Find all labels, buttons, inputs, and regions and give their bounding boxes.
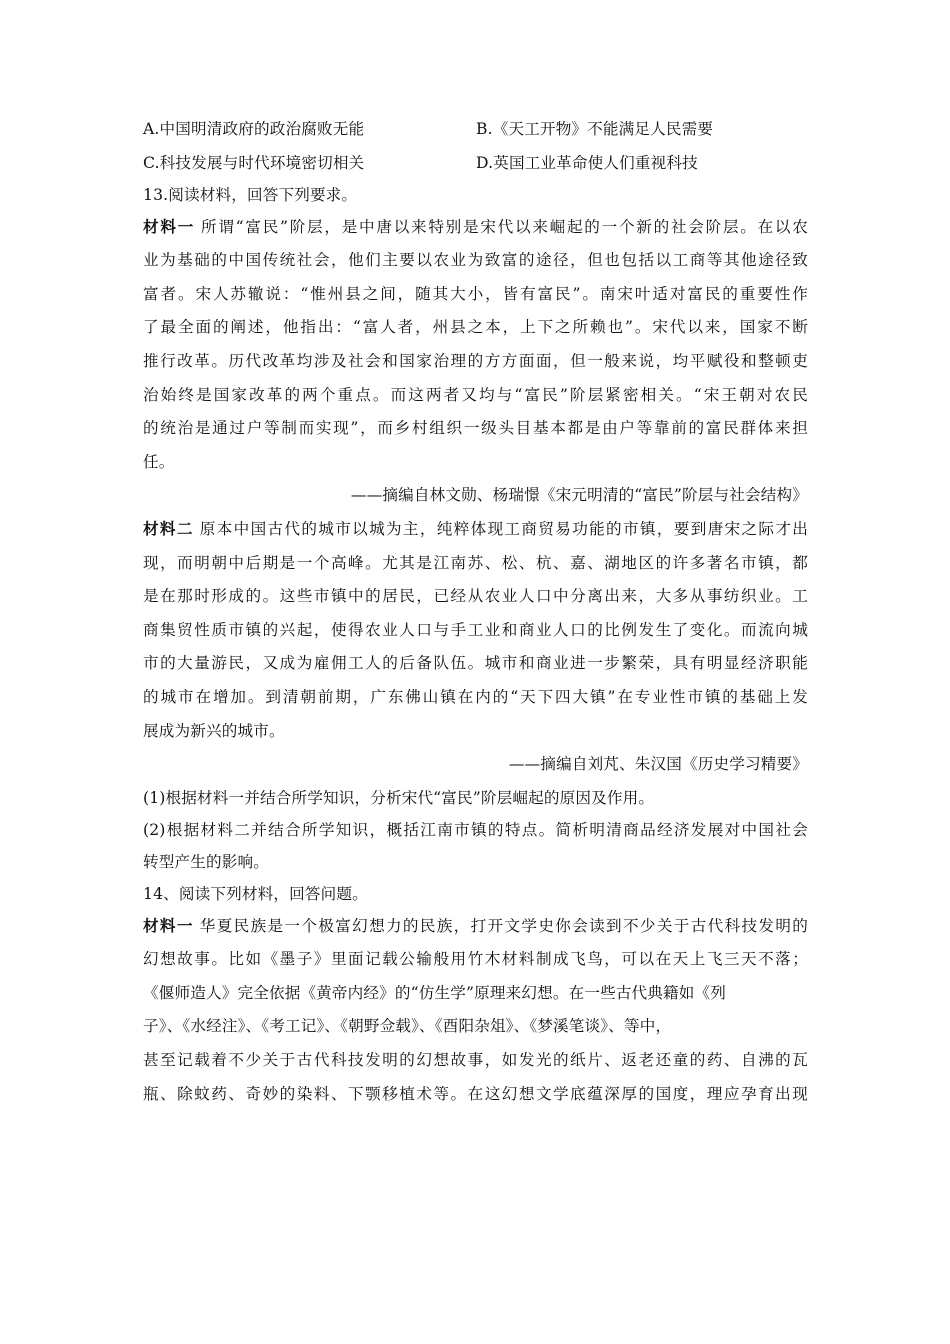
q13-material1-line: 治始终是国家改革的两个重点。而这两者又均与“富民”阶层紧密相关。“宋王朝对农民 [143,385,808,404]
q13-material1-source: ——摘编自林文勋、杨瑞憬《宋元明清的“富民”阶层与社会结构》 [350,486,808,505]
q13-question-2-cont: 转型产生的影响。 [143,852,269,871]
q13-material2-line: 市的大量游民，又成为雇佣工人的后备队伍。城市和商业进一步繁荣，具有明显经济职能 [143,654,808,673]
q13-material1-line: 任。 [143,452,175,471]
q13-material2-line: 的城市在增加。到清朝前期，广东佛山镇在内的“天下四大镇”在专业性市镇的基础上发 [143,687,808,706]
exam-page [143,116,808,1114]
q14-material1-line: 甚至记载着不少关于古代科技发明的幻想故事，如发光的纸片、返老还童的药、自沸的瓦 [143,1051,808,1070]
q13-material2-label: 材料二 [143,519,194,538]
q13-material2-line: 现，而明朝中后期是一个高峰。尤其是江南苏、松、杭、嘉、湖地区的许多著名市镇，都 [143,553,808,572]
q13-material1-line: 的统治是通过户等制而实现”，而乡村组织一级头目基本都是由户等靠前的富民群体来担 [143,419,808,438]
q13-question-2: (2)根据材料二并结合所学知识，概括江南市镇的特点。简析明清商品经济发展对中国社会 [143,820,808,839]
q14-material1-line: 《偃师造人》完全依据《黄帝内经》的“仿生学”原理来幻想。在一些古代典籍如《列 [143,983,727,1002]
q14-material1-line: 材料一 华夏民族是一个极富幻想力的民族，打开文学史你会读到不少关于古代科技发明的 [143,916,809,935]
q14-title: 14、阅读下列材料，回答问题。 [143,884,368,903]
q12-options-row-2 [143,150,808,182]
q13-material1-line: 推行改革。历代改革均涉及社会和国家治理的方方面面，但一般来说，均平赋役和整顿吏 [143,351,808,370]
q13-material2-line: 商集贸性质市镇的兴起，使得农业人口与手工业和商业人口的比例发生了变化。而流向城 [143,620,808,639]
option-c: C.科技发展与时代环境密切相关 [143,153,365,172]
q13-material2-line: 展成为新兴的城市。 [143,721,285,740]
q14-material1-line: 幻想故事。比如《墨子》里面记载公输般用竹木材料制成飞鸟，可以在天上飞三天不落； [143,950,808,969]
q14-material1-label: 材料一 [143,916,194,935]
q13-material1-line: 业为基础的中国传统社会，他们主要以农业为致富的途径，但也包括以工商等其他途径致 [143,251,808,270]
option-b: B.《天工开物》不能满足人民需要 [476,120,714,138]
q13-material2-line: 是在那时形成的。这些市镇中的居民，已经从农业人口中分离出来，大多从事纺织业。工 [143,587,808,606]
q13-material1-label: 材料一 [143,217,195,236]
q13-title: 13.阅读材料，回答下列要求。 [143,185,358,204]
option-d: D.英国工业革命使人们重视科技 [476,153,698,172]
q14-material1-line: 子》、《水经注》、《考工记》、《朝野佥载》、《酉阳杂俎》、《梦溪笔谈》、等中， [143,1017,672,1036]
q12-options-row-1 [143,116,808,150]
q13-material1-line: 富者。宋人苏辙说：“惟州县之间，随其大小，皆有富民”。南宋叶适对富民的重要性作 [143,284,808,303]
q13-material2-source: ——摘编自刘芃、朱汉国《历史学习精要》 [508,755,808,774]
q13-material2-line: 材料二 原本中国古代的城市以城为主，纯粹体现工商贸易功能的市镇，要到唐宋之际才出 [143,519,809,538]
option-a: A.中国明清政府的政治腐败无能 [143,120,365,138]
q13-material1-line: 材料一 所谓“富民”阶层，是中唐以来特别是宋代以来崛起的一个新的社会阶层。在以农 [143,217,808,236]
q13-question-1: (1)根据材料一并结合所学知识，分析宋代“富民”阶层崛起的原因及作用。 [143,788,655,807]
q13-material1-line: 了最全面的阐述，他指出：“富人者，州县之本，上下之所赖也”。宋代以来，国家不断 [143,318,808,337]
q14-material1-line: 瓶、除蚊药、奇妙的染料、下颚移植术等。在这幻想文学底蕴深厚的国度，理应孕育出现 [143,1084,808,1103]
